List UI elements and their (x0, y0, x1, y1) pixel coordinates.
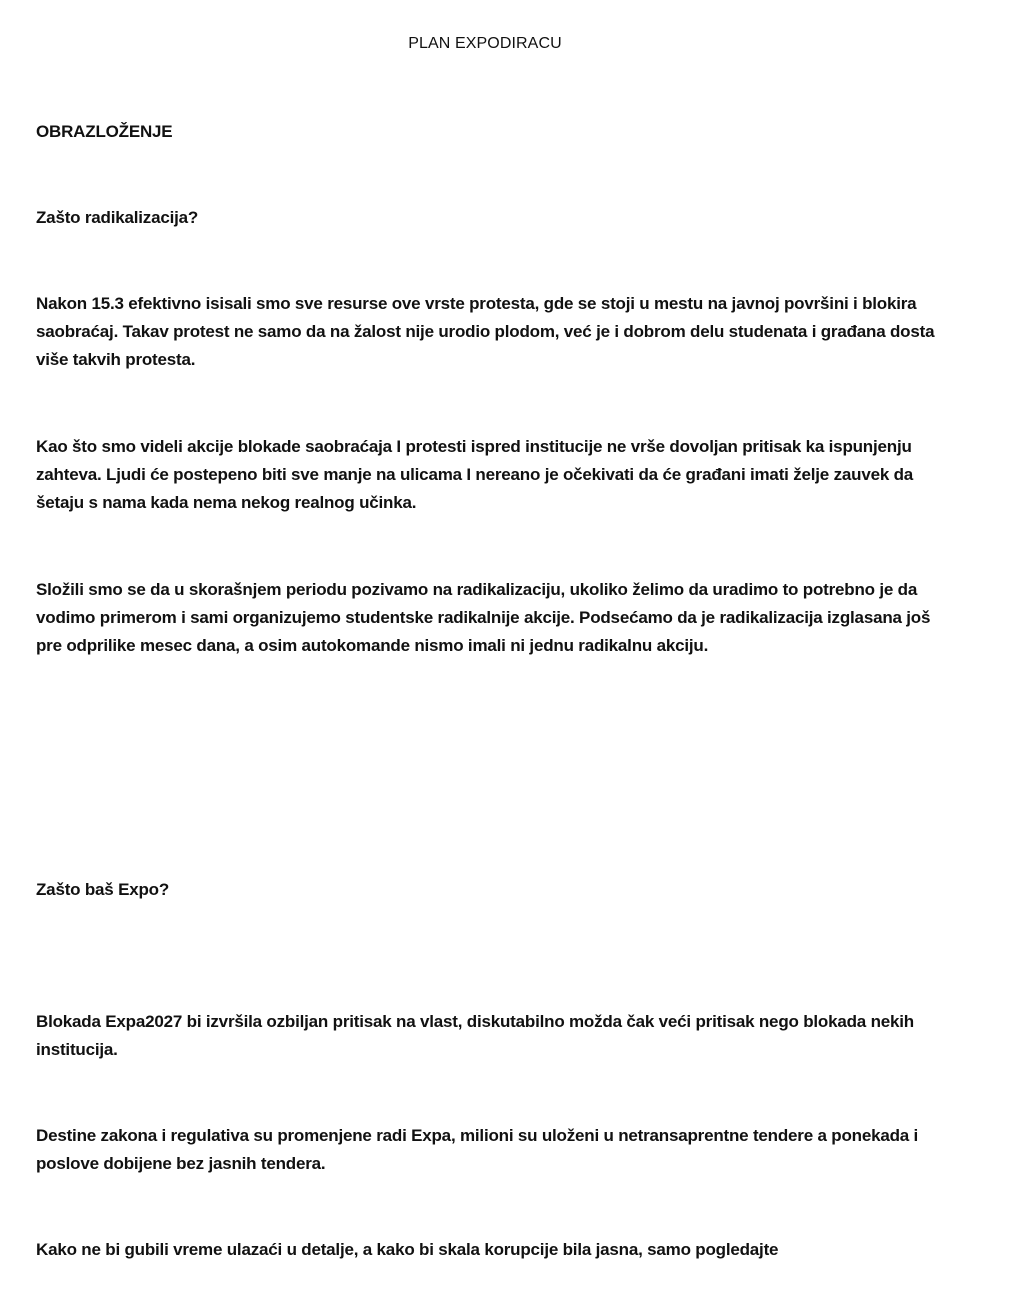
question-expo: Zašto baš Expo? (36, 880, 170, 899)
question-radikalizacija: Zašto radikalizacija? (36, 208, 199, 227)
paragraph-3: Složili smo se da u skorašnjem periodu pozivamo na radikalizaciju, ukoliko želimo da uradimo to potrebno je da vodimo primerom i sami organizujemo studentske radikalnije akcije. Podsećamo da je radikalizacija izglasana još pre odprilike mesec dana, a osim autokomande nismo imali ni jednu radikalnu akciju. (36, 580, 931, 655)
paragraph-2: Kao što smo videli akcije blokade saobraćaja I protesti ispred institucije ne vrše dovoljan pritisak ka ispunjenju zahteva. Ljudi će postepeno biti sve manje na ulicama I nereano je očekivati da će građani imati želje zauvek da šetaju s nama kada nema nekog realnog učinka. (36, 437, 914, 512)
paragraph-5: Destine zakona i regulativa su promenjene radi Expa, milioni su uloženi u netransaprentne tendere a ponekada i poslove dobijene bez jasnih tendera. (36, 1126, 919, 1173)
document-title: PLAN EXPODIRACU (408, 35, 562, 52)
section-heading-obrazlozenje: OBRAZLOŽENJE (36, 122, 173, 141)
paragraph-4: Blokada Expa2027 bi izvršila ozbiljan pritisak na vlast, diskutabilno možda čak veći pritisak nego blokada nekih institucija. (36, 1012, 914, 1059)
paragraph-1: Nakon 15.3 efektivno isisali smo sve resurse ove vrste protesta, gde se stoji u mestu na javnoj površini i blokira saobraćaj. Takav protest ne samo da na žalost nije urodio plodom, već je i dobrom delu studenata i građana dosta više takvih protesta. (36, 294, 935, 369)
paragraph-6: Kako ne bi gubili vreme ulazaći u detalje, a kako bi skala korupcije bila jasna, samo pogledajte (36, 1240, 779, 1259)
